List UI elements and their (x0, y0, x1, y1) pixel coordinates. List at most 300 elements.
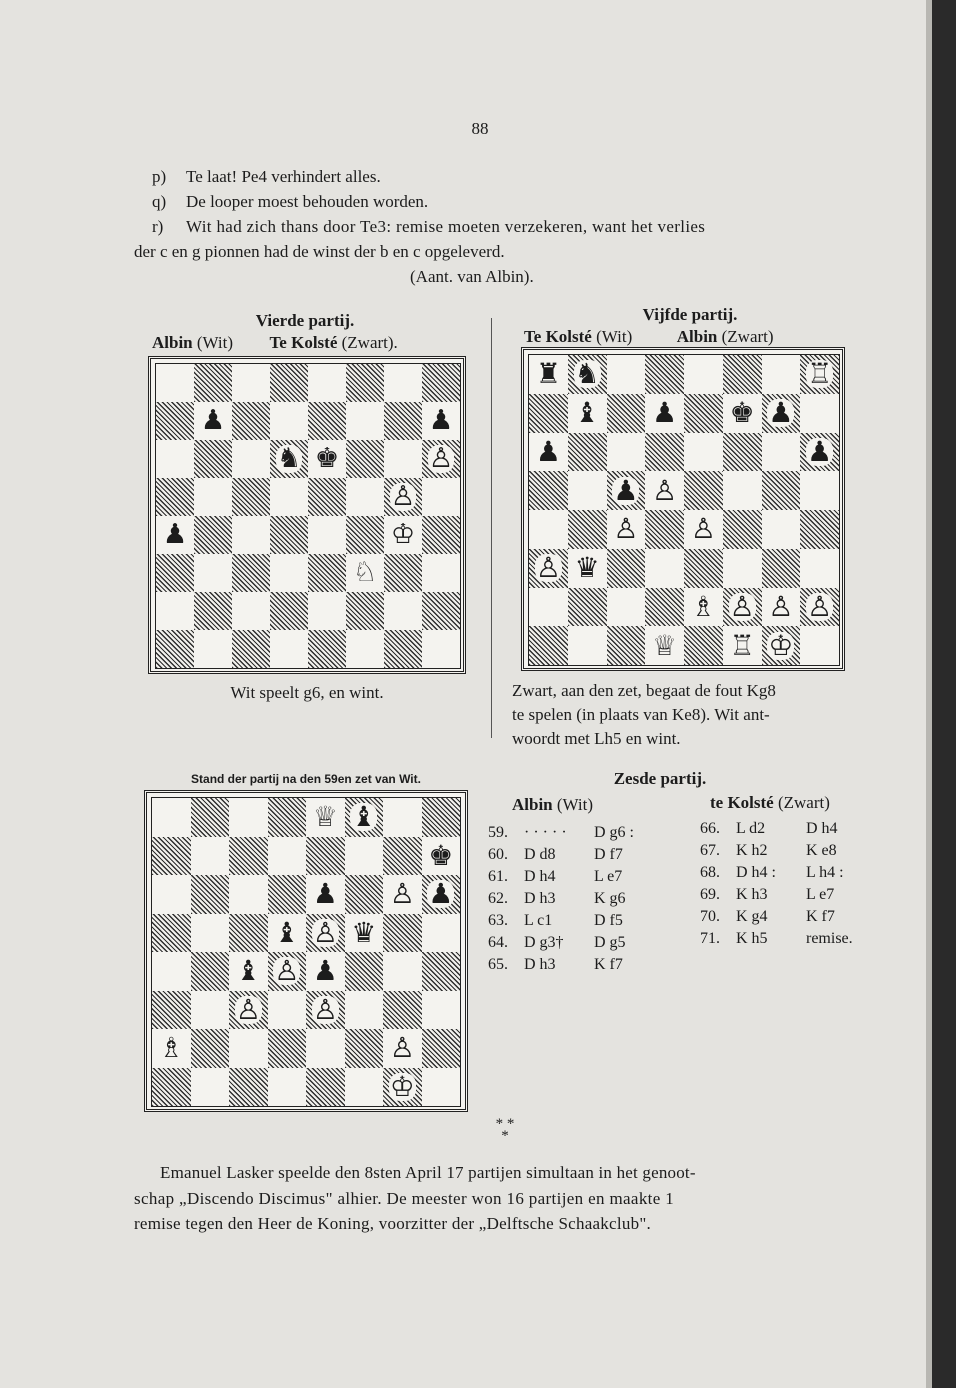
chess-piece-icon (268, 952, 307, 991)
chess-piece-icon (306, 875, 345, 914)
note-p-text: Te laat! Pe4 verhindert alles. (186, 167, 381, 186)
board-square (156, 402, 194, 440)
board-square (268, 798, 307, 837)
board-square (762, 471, 801, 510)
board-square (529, 471, 568, 510)
white-move: D d8 (524, 846, 556, 863)
chess-piece-icon (156, 516, 194, 554)
board-square (422, 914, 461, 953)
board-square (568, 471, 607, 510)
board-square (229, 1068, 268, 1107)
board-square (345, 1029, 384, 1068)
white-move: · · · · · (524, 824, 567, 841)
board-square (645, 549, 684, 588)
chess-piece-icon (529, 549, 568, 588)
chess-piece-glyph: ♟ (535, 434, 561, 468)
board-square (346, 402, 384, 440)
board-square (684, 549, 723, 588)
board-square (384, 554, 422, 592)
game6-black (710, 792, 830, 814)
black-move: L e7 (594, 868, 623, 885)
move-number: 59. (488, 824, 508, 841)
chess-piece-glyph: ♙ (729, 589, 755, 623)
note-r-mark: r) (152, 217, 164, 236)
board-square (268, 1068, 307, 1107)
move-row (700, 862, 872, 884)
white-move: K h3 (736, 886, 768, 903)
board-square (229, 1029, 268, 1068)
board-square (383, 837, 422, 876)
board-square (684, 471, 723, 510)
chess-piece-icon (762, 588, 801, 627)
chess-piece-icon (645, 394, 684, 433)
board-square (762, 549, 801, 588)
board-square (156, 364, 194, 402)
move-row (488, 954, 660, 976)
move-number: 67. (700, 842, 720, 859)
chess-piece-glyph: ♝ (351, 800, 377, 834)
game6-white-role: (Wit) (556, 795, 594, 814)
board-square (152, 837, 191, 876)
board-square (156, 554, 194, 592)
board-square (568, 588, 607, 627)
game4-players (152, 332, 398, 354)
board-square (191, 798, 230, 837)
chess-piece-glyph: ♙ (390, 481, 416, 513)
board-square (156, 440, 194, 478)
chess-piece-glyph: ♜ (535, 357, 561, 391)
chess-piece-glyph: ♗ (690, 589, 716, 623)
game6-black-role: (Zwart) (777, 793, 830, 812)
board-square (152, 875, 191, 914)
board-square (232, 592, 270, 630)
game5-white-role: (Wit) (596, 327, 633, 346)
board-square (723, 549, 762, 588)
board-square (383, 952, 422, 991)
game6-black-name: te Kolsté (710, 793, 774, 812)
chess-piece-icon (345, 798, 384, 837)
board-square (152, 914, 191, 953)
board-square (229, 914, 268, 953)
chess-piece-glyph: ♙ (389, 877, 415, 911)
game6-title: Zesde partij. (613, 769, 707, 788)
white-move: D g3† (524, 934, 564, 951)
board-square (645, 510, 684, 549)
black-move: K f7 (806, 908, 835, 925)
board-square (384, 630, 422, 668)
black-move: D f5 (594, 912, 623, 929)
chess-piece-glyph: ♔ (390, 519, 416, 551)
chess-piece-icon (422, 440, 460, 478)
chess-piece-icon (270, 440, 308, 478)
chess-piece-glyph: ♕ (312, 800, 338, 834)
chess-piece-icon (346, 554, 384, 592)
board-square (191, 1068, 230, 1107)
chess-piece-glyph: ♝ (574, 396, 600, 430)
board-square (384, 364, 422, 402)
board-square (800, 510, 839, 549)
chess-piece-icon (345, 914, 384, 953)
board-square (383, 798, 422, 837)
board-square (800, 471, 839, 510)
page-number: 88 (471, 119, 489, 138)
move-row (700, 840, 872, 862)
chess-piece-icon (384, 478, 422, 516)
board-square (422, 952, 461, 991)
chess-piece-icon (384, 516, 422, 554)
note-r-continuation: der c en g pionnen had de winst der b en c opgeleverd. (134, 242, 505, 261)
board-square (268, 837, 307, 876)
board-square (346, 440, 384, 478)
chess-piece-glyph: ♙ (768, 589, 794, 623)
move-number: 69. (700, 886, 720, 903)
board-square (191, 837, 230, 876)
move-row (488, 822, 660, 844)
game5-players (524, 326, 774, 348)
board-square (345, 875, 384, 914)
board-square (800, 394, 839, 433)
board-square (270, 364, 308, 402)
board-square (762, 433, 801, 472)
board-square (684, 355, 723, 394)
chess-piece-glyph: ♕ (652, 628, 678, 662)
move-row (488, 844, 660, 866)
board-square (308, 516, 346, 554)
black-move: D f7 (594, 846, 623, 863)
board-square (607, 588, 646, 627)
board-square (529, 510, 568, 549)
move-number: 60. (488, 846, 508, 863)
board-square (723, 510, 762, 549)
chess-piece-icon (422, 875, 461, 914)
chess-piece-icon (152, 1029, 191, 1068)
board-square (152, 991, 191, 1030)
game6-white (512, 794, 593, 816)
chess-piece-icon (684, 510, 723, 549)
black-move: K f7 (594, 956, 623, 973)
board-square (684, 626, 723, 665)
chess-piece-icon (308, 440, 346, 478)
chess-piece-icon (268, 914, 307, 953)
board-square (152, 1068, 191, 1107)
board-square (422, 554, 460, 592)
board-square (308, 592, 346, 630)
board-square (645, 433, 684, 472)
board-square (306, 837, 345, 876)
chess-piece-glyph: ♖ (807, 357, 833, 391)
chess-piece-glyph: ♙ (690, 512, 716, 546)
chess-piece-glyph: ♙ (312, 915, 338, 949)
move-number: 66. (700, 820, 720, 837)
board-square (268, 991, 307, 1030)
chess-piece-icon (762, 626, 801, 665)
black-move: D g6 : (594, 824, 634, 841)
black-move: L e7 (806, 886, 835, 903)
chess-piece-glyph: ♘ (352, 557, 378, 589)
board-square (568, 433, 607, 472)
white-move: D h3 (524, 890, 556, 907)
board-square (383, 991, 422, 1030)
black-move: D g5 (594, 934, 626, 951)
chess-piece-glyph: ♙ (652, 473, 678, 507)
board-square (194, 554, 232, 592)
chess-piece-icon (383, 1068, 422, 1107)
closing-line2: schap „Discendo Discimus" alhier. De meester won 16 partijen en maakte 1 (134, 1189, 675, 1208)
board-square (762, 355, 801, 394)
chess-piece-icon (645, 471, 684, 510)
chess-piece-icon (306, 952, 345, 991)
board-square (529, 394, 568, 433)
move-number: 68. (700, 864, 720, 881)
chess-piece-glyph: ♙ (235, 992, 261, 1026)
board-square (723, 355, 762, 394)
move-row (700, 906, 872, 928)
white-move: K h5 (736, 930, 768, 947)
board-square (723, 471, 762, 510)
board-square (346, 630, 384, 668)
chess-piece-glyph: ♟ (312, 877, 338, 911)
board-square (346, 364, 384, 402)
chess-piece-icon (607, 510, 646, 549)
move-number: 62. (488, 890, 508, 907)
board-square (422, 1029, 461, 1068)
chess-piece-glyph: ♟ (652, 396, 678, 430)
board-square (723, 433, 762, 472)
move-row (488, 866, 660, 888)
game5-black-name: Albin (676, 327, 718, 346)
game6-board-caption: Stand der partij na den 59en zet van Wit. (191, 772, 421, 786)
note-r-text: Wit had zich thans door Te3: remise moeten verzekeren, want het verlies (186, 217, 706, 236)
chess-piece-icon (800, 355, 839, 394)
chess-piece-glyph: ♞ (276, 443, 302, 475)
move-number: 70. (700, 908, 720, 925)
chess-piece-glyph: ♚ (729, 396, 755, 430)
black-move: K e8 (806, 842, 837, 859)
board-square (645, 355, 684, 394)
board-square (306, 1068, 345, 1107)
board-square (800, 549, 839, 588)
chess-piece-glyph: ♙ (389, 1031, 415, 1065)
board-square (268, 1029, 307, 1068)
board-square (152, 952, 191, 991)
board-square (232, 516, 270, 554)
note-q-mark: q) (152, 192, 167, 211)
game4-caption: Wit speelt g6, en wint. (230, 683, 384, 702)
white-move: K g4 (736, 908, 768, 925)
game4-white-name: Albin (152, 333, 193, 352)
chess-piece-icon (568, 549, 607, 588)
chess-piece-icon (723, 626, 762, 665)
board-square (191, 991, 230, 1030)
chess-piece-glyph: ♙ (613, 512, 639, 546)
chess-piece-glyph: ♙ (807, 589, 833, 623)
board-square (232, 630, 270, 668)
board-square (270, 516, 308, 554)
white-move: K h2 (736, 842, 768, 859)
board-square (345, 952, 384, 991)
white-move: L d2 (736, 820, 766, 837)
chess-piece-glyph: ♛ (351, 915, 377, 949)
asterism: * * * (495, 1116, 515, 1144)
move-number: 63. (488, 912, 508, 929)
board-square (607, 433, 646, 472)
chess-piece-glyph: ♟ (807, 434, 833, 468)
board-square (191, 1029, 230, 1068)
board-square (308, 630, 346, 668)
board-square (306, 1029, 345, 1068)
board-square (194, 516, 232, 554)
closing-line3: remise tegen den Heer de Koning, voorzitter der „Delftsche Schaakclub". (134, 1214, 652, 1233)
move-row (700, 884, 872, 906)
chess-piece-glyph: ♙ (312, 992, 338, 1026)
chess-piece-glyph: ♙ (274, 954, 300, 988)
black-move: L h4 : (806, 864, 844, 881)
game6-moves-left (488, 822, 660, 976)
game5-caption-line1: Zwart, aan den zet, begaat de fout Kg8 (512, 681, 776, 700)
chess-piece-glyph: ♚ (428, 838, 454, 872)
white-move: D h4 : (736, 864, 776, 881)
board-square (194, 630, 232, 668)
board-square (800, 626, 839, 665)
board-square (422, 516, 460, 554)
board-square (383, 914, 422, 953)
board-square (229, 837, 268, 876)
board-square (422, 364, 460, 402)
move-row (488, 888, 660, 910)
chess-piece-glyph: ♝ (235, 954, 261, 988)
board-square (345, 991, 384, 1030)
board-square (191, 914, 230, 953)
board-game6 (144, 790, 468, 1112)
board-square (384, 402, 422, 440)
chess-piece-icon (568, 394, 607, 433)
black-move: remise. (806, 930, 853, 947)
board-square (232, 554, 270, 592)
board-square (308, 554, 346, 592)
move-row (700, 928, 872, 950)
chess-piece-glyph: ♙ (428, 443, 454, 475)
board-square (194, 592, 232, 630)
board-square (684, 394, 723, 433)
board-square (232, 478, 270, 516)
white-move: D h3 (524, 956, 556, 973)
board-square (346, 592, 384, 630)
board-square (156, 630, 194, 668)
white-move: L c1 (524, 912, 553, 929)
board-square (345, 837, 384, 876)
board-square (568, 510, 607, 549)
chess-piece-icon (723, 588, 762, 627)
board-square (270, 630, 308, 668)
chess-piece-icon (306, 914, 345, 953)
move-number: 64. (488, 934, 508, 951)
board-square (308, 402, 346, 440)
game6-moves-right (700, 818, 872, 950)
board-square (346, 516, 384, 554)
chess-piece-glyph: ♟ (200, 405, 226, 437)
board-square (762, 510, 801, 549)
board-square (645, 588, 684, 627)
chess-piece-icon (684, 588, 723, 627)
chess-piece-icon (422, 837, 461, 876)
board-square (422, 592, 460, 630)
board-square (194, 364, 232, 402)
board-grid (151, 797, 461, 1107)
board-square (308, 364, 346, 402)
game5-caption-line3: woordt met Lh5 en wint. (512, 729, 681, 748)
chess-piece-glyph: ♗ (158, 1031, 184, 1065)
move-number: 61. (488, 868, 508, 885)
board-square (156, 478, 194, 516)
board-square (270, 554, 308, 592)
board-square (194, 440, 232, 478)
game4-title: Vierde partij. (255, 311, 355, 330)
board-square (422, 798, 461, 837)
white-move: D h4 (524, 868, 556, 885)
chess-piece-icon (229, 991, 268, 1030)
chess-piece-icon (723, 394, 762, 433)
game6-white-name: Albin (512, 795, 553, 814)
move-number: 65. (488, 956, 508, 973)
game5-caption-line2: te spelen (in plaats van Ke8). Wit ant- (512, 705, 770, 724)
move-row (700, 818, 872, 840)
board-square (270, 402, 308, 440)
chess-piece-glyph: ♟ (428, 877, 454, 911)
chess-piece-glyph: ♙ (535, 551, 561, 585)
chess-piece-glyph: ♟ (312, 954, 338, 988)
chess-piece-icon (383, 1029, 422, 1068)
board-square (308, 478, 346, 516)
board-grid (528, 354, 840, 666)
board-square (268, 875, 307, 914)
chess-piece-icon (306, 798, 345, 837)
page-edge (932, 0, 956, 1388)
note-q-text: De looper moest behouden worden. (186, 192, 429, 211)
chess-piece-glyph: ♔ (768, 628, 794, 662)
board-game5 (521, 347, 845, 671)
board-game4 (148, 356, 466, 674)
board-square (607, 355, 646, 394)
chess-piece-icon (762, 394, 801, 433)
chess-piece-glyph: ♛ (574, 551, 600, 585)
board-grid (155, 363, 461, 669)
black-move: D h4 (806, 820, 838, 837)
board-square (232, 402, 270, 440)
move-row (488, 910, 660, 932)
board-square (422, 630, 460, 668)
chess-piece-icon (800, 433, 839, 472)
chess-piece-icon (306, 991, 345, 1030)
chess-piece-glyph: ♔ (389, 1069, 415, 1103)
chess-piece-glyph: ♟ (428, 405, 454, 437)
board-square (346, 478, 384, 516)
board-square (232, 364, 270, 402)
board-square (229, 798, 268, 837)
chess-piece-glyph: ♟ (768, 396, 794, 430)
chess-piece-icon (529, 433, 568, 472)
game5-black-role: (Zwart) (721, 327, 774, 346)
chess-piece-icon (422, 402, 460, 440)
chess-piece-glyph: ♞ (574, 357, 600, 391)
board-square (270, 478, 308, 516)
closing-line1: Emanuel Lasker speelde den 8sten April 17 partijen simultaan in het genoot- (160, 1163, 696, 1182)
attribution: (Aant. van Albin). (410, 267, 534, 286)
board-square (422, 991, 461, 1030)
board-square (156, 592, 194, 630)
board-square (422, 478, 460, 516)
chess-piece-glyph: ♖ (729, 628, 755, 662)
chess-piece-icon (194, 402, 232, 440)
